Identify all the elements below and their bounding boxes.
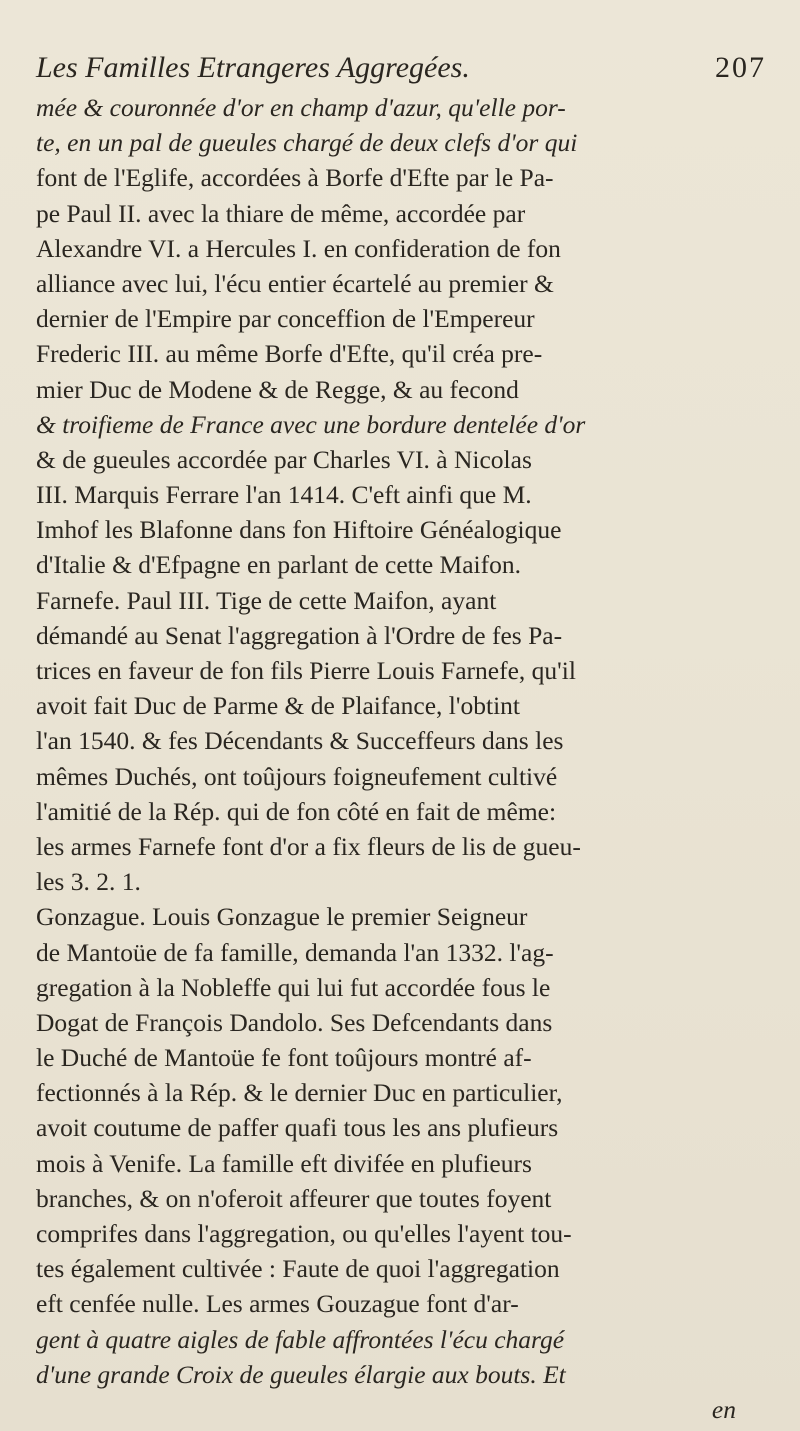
text-line: le Duché de Mantoüe fe font toûjours montré af- — [36, 1043, 532, 1073]
text-line: avoit fait Duc de Parme & de Plaifance, l'obtint — [36, 691, 520, 721]
text-line: Farnefe. Paul III. Tige de cette Maifon, ayant — [36, 585, 497, 615]
text-line: trices en faveur de fon fils Pierre Louis Farnefe, qu'il — [36, 656, 576, 685]
text-line: & troifieme de France avec une bordure dentelée d'or — [36, 409, 586, 439]
text-line: d'Italie & d'Efpagne en parlant de cette Maifon. — [36, 550, 521, 580]
text-line: Frederic III. au même Borfe d'Efte, qu'il créa pre- — [36, 339, 543, 369]
text-line: & de gueules accordée par Charles VI. à Nicolas — [36, 444, 532, 474]
running-head — [36, 50, 776, 86]
text-line: Gonzague. Louis Gonzague le premier Seigneur — [36, 902, 528, 932]
body-text — [36, 90, 776, 1427]
text-line: mier Duc de Modene & de Regge, & au fecond — [36, 374, 519, 404]
text-line: te, en un pal de gueules chargé de deux clefs d'or qui — [36, 128, 578, 158]
text-line: tes également cultivée : Faute de quoi l'aggregation — [36, 1254, 560, 1284]
text-line: les 3. 2. 1. — [36, 867, 141, 897]
running-head-title: Les Familles Etrangeres Aggregées. — [36, 51, 470, 84]
text-line: les armes Farnefe font d'or a fix fleurs de lis de gueu- — [36, 831, 581, 861]
text-line: III. Marquis Ferrare l'an 1414. C'eft ainfi que M. — [36, 480, 532, 510]
text-line: eft cenfée nulle. Les armes Gouzague font d'ar- — [36, 1289, 519, 1319]
catchword: en — [711, 1394, 736, 1424]
text-line: mée & couronnée d'or en champ d'azur, qu'elle por- — [36, 93, 566, 122]
text-line: d'une grande Croix de gueules élargie aux bouts. Et — [36, 1359, 566, 1389]
text-line: l'an 1540. & fes Décendants & Succeffeurs dans les — [36, 726, 564, 756]
text-line: mois à Venife. La famille eft divifée en plufieurs — [36, 1148, 532, 1178]
text-line: Dogat de François Dandolo. Ses Defcendants dans — [36, 1007, 553, 1037]
text-line: gregation à la Nobleffe qui lui fut accordée fous le — [36, 972, 551, 1002]
page-number: 207 — [715, 51, 766, 84]
text-line: dernier de l'Empire par conceffion de l'Empereur — [36, 304, 535, 334]
text-line: avoit coutume de paffer quafi tous les ans plufieurs — [36, 1113, 559, 1143]
text-line: fectionnés à la Rép. & le dernier Duc en particulier, — [36, 1078, 563, 1108]
text-line: pe Paul II. avec la thiare de même, accordée par — [36, 198, 526, 228]
text-line: font de l'Eglife, accordées à Borfe d'Efte par le Pa- — [36, 163, 554, 193]
text-line: de Mantoüe de fa famille, demanda l'an 1332. l'ag- — [36, 937, 554, 967]
text-line: mêmes Duchés, ont toûjours foigneufement cultivé — [36, 761, 558, 791]
text-line: démandé au Senat l'aggregation à l'Ordre de fes Pa- — [36, 620, 563, 650]
text-line: alliance avec lui, l'écu entier écartelé au premier & — [36, 268, 554, 298]
text-line: Imhof les Blafonne dans fon Hiftoire Généalogique — [36, 515, 562, 545]
text-line: comprifes dans l'aggregation, ou qu'elles l'ayent tou- — [36, 1219, 572, 1248]
text-line: Alexandre VI. a Hercules I. en confideration de fon — [36, 233, 561, 263]
text-line: gent à quatre aigles de fable affrontées l'écu chargé — [36, 1324, 565, 1354]
text-line: branches, & on n'oferoit affeurer que toutes foyent — [36, 1183, 552, 1213]
text-line: l'amitié de la Rép. qui de fon côté en fait de même: — [36, 796, 557, 826]
